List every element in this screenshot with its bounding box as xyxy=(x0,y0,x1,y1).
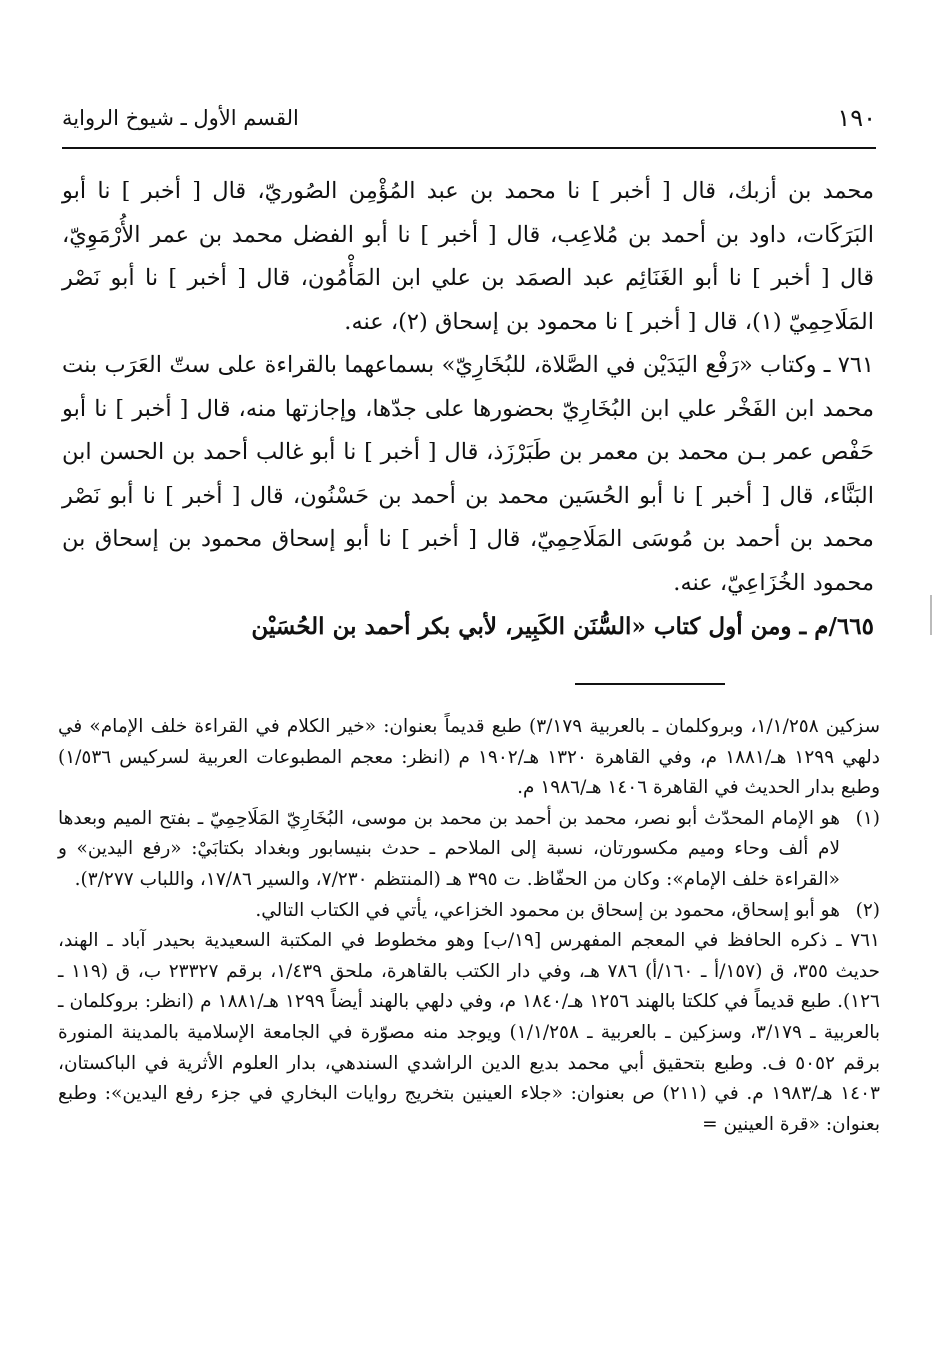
main-paragraph: محمد بن أزبك، قال [ أخبر ] نا محمد بن عبد المُؤْمِن الصُوريّ، قال [ أخبر ] نا أبو البَرَكَات، داود بن أحمد بن مُلاعِب، قال [ أخبر ] نا أبو الفضل محمد بن عمر الأُرْمَوِيّ، قال [ أخبر ] نا أبو الغَنَائِم عبد الصمَد بن علي ابن المَأْمُون، قال [ أخبر ] نا أبو نَصْر المَلَاحِمِيّ (١)، قال [ أخبر ] نا محمود بن إسحاق (٢)، عنه. xyxy=(62,178,874,335)
footnotes xyxy=(58,712,880,1140)
running-header xyxy=(62,104,876,144)
footnote-rule xyxy=(575,683,725,685)
header-rule xyxy=(62,147,876,149)
footnote-continued: سزكين ١/١/٢٥٨، وبروكلمان ـ بالعربية ٣/١٧٩) طبع قديماً بعنوان: «خير الكلام في القراءة خلف الإمام» في دلهي ١٢٩٩ هـ/١٨٨١ م، وفي القاهرة ١٣٢٠ هـ/١٩٠٢ م (انظر: معجم المطبوعات العربية لسركيس ١/٥٣٦) وطبع بدار الحديث في القاهرة ١٤٠٦ هـ/١٩٨٦ م. xyxy=(58,716,881,799)
footnote-text: هو أبو إسحاق، محمود بن إسحاق بن محمود الخزاعي، يأتي في الكتاب التالي. xyxy=(255,899,840,921)
footnote-text: هو الإمام المحدّث أبو نصر، محمد بن أحمد بن محمد بن موسى، البُخَارِيّ المَلَاحِمِيّ ـ بفتح الميم وبعدها لام ألف وحاء وميم مكسورتان، نسبة إلى الملاحم ـ حدث بنيسابور وبغداد بكتابَيْ: «رفع اليدين» و «القراءة خلف الإمام»: وكان من الحفّاظ. ت ٣٩٥ هـ (المنتظم ٧/٢٣٠، والسير ١٧/٨٦، واللباب ٣/٢٧٧). xyxy=(58,807,840,890)
footnote-mark: (٢) xyxy=(855,899,880,921)
main-paragraph: ٧٦١ ـ وكتاب «رَفْع اليَدَيْن في الصَّلاة، للبُخَارِيّ» بسماعهما بالقراءة على ستّ العَرَب بنت محمد ابن الفَخْر علي ابن البُخَارِيّ بحضورها على جدّها، وإجازتها منه، قال [ أخبر ] نا أبو حَفْص عمر بـن محمد بن معمر بن طَبَرْزَذ، قال [ أخبر ] نا أبو غالب أحمد بن الحسن ابن البَنَّاء، قال [ أخبر ] نا أبو الحُسَين محمد بن أحمد بن حَسْنُون، قال [ أخبر ] نا أبو نَصْر محمد بن أحمد بن مُوسَى المَلَاحِمِيّ، قال [ أخبر ] نا أبو إسحاق محمود بن إسحاق بن محمود الخُزَاعِيّ، عنه. xyxy=(62,352,874,596)
footnote xyxy=(58,804,880,896)
margin-mark xyxy=(930,595,932,635)
section-title: القسم الأول ـ شيوخ الرواية xyxy=(62,106,299,130)
footnote-entry: ٧٦١ ـ ذكره الحافظ في المعجم المفهرس [١٩/ب] وهو مخطوط في المكتبة السعيدية بحيدر آباد ـ الهند، حديث ٣٥٥، ق (١٥٧/أ ـ ١٦٠/أ) ٧٨٦ هـ، وفي دار الكتب بالقاهرة، ملحق ١/٤٣٩، برقم ٢٣٣٢٧ ب، ق (١١٩ ـ ١٢٦). طبع قديماً في كلكتا بالهند ١٢٥٦ هـ/١٨٤٠ م، وفي دلهي بالهند أيضاً ١٢٩٩ هـ/١٨٨١ م (انظر: بروكلمان ـ بالعربية ـ ٣/١٧٩، وسزكين ـ بالعربية ـ ١/١/٢٥٨) ويوجد منه مصوّرة في الجامعة الإسلامية بالمدينة المنورة برقم ٥٠٥٢ ف. وطبع بتحقيق أبي محمد بديع الدين الراشدي السندهي، بدار العلوم الأثرية في الباكستان، ١٤٠٣ هـ/١٩٨٣ م. في (٢١١) ص بعنوان: «جلاء العينين بتخريج روايات البخاري في جزء رفع اليدين»: وطبع بعنوان: «قرة العينين = xyxy=(58,930,880,1135)
footnote-mark: (١) xyxy=(855,807,880,829)
footnote xyxy=(58,896,880,927)
main-text xyxy=(62,170,874,649)
main-paragraph: ٦٦٥/م ـ ومن أول كتاب «السُّنَن الكَبِير، لأبي بكر أحمد بن الحُسَيْن xyxy=(251,613,874,640)
page-number: ١٩٠ xyxy=(837,104,876,132)
